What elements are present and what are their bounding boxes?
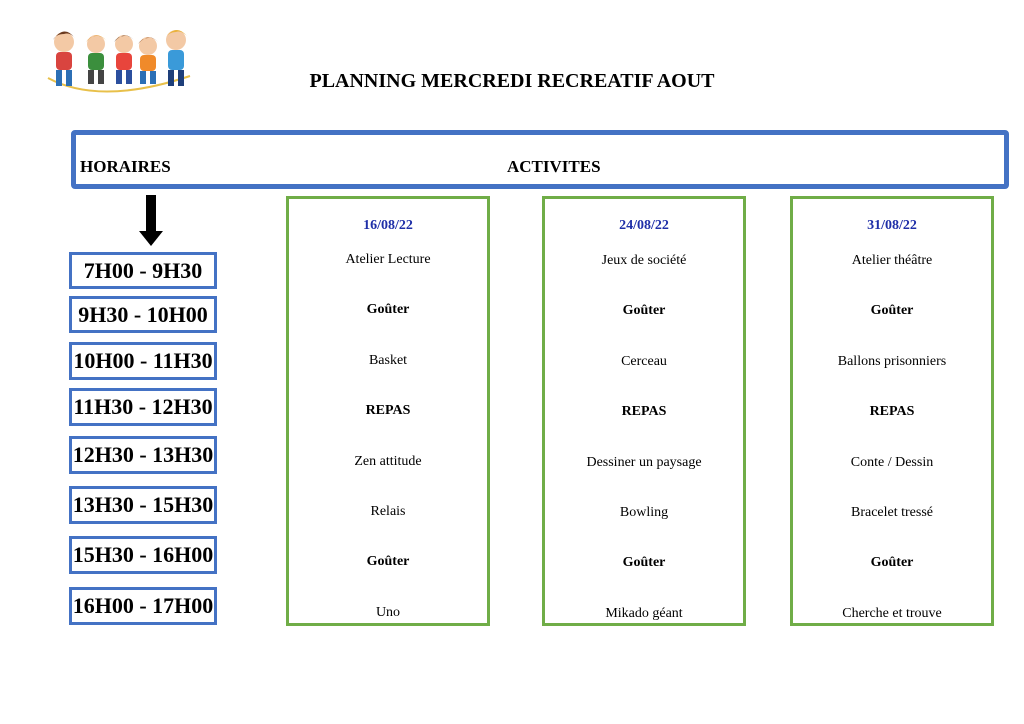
time-slot: 11H30 - 12H30 bbox=[69, 388, 217, 426]
arrow-down-icon bbox=[138, 195, 164, 247]
activity-item: REPAS bbox=[621, 404, 667, 419]
activity-item: Mikado géant bbox=[605, 606, 683, 621]
horaires-heading: HORAIRES bbox=[80, 157, 171, 176]
activity-item: Cherche et trouve bbox=[842, 606, 942, 621]
time-slot: 9H30 - 10H00 bbox=[69, 296, 217, 333]
time-slot: 16H00 - 17H00 bbox=[69, 587, 217, 625]
day-column-2 bbox=[542, 196, 746, 626]
day-column-1 bbox=[286, 196, 490, 626]
time-slot: 10H00 - 11H30 bbox=[69, 342, 217, 380]
day-date: 24/08/22 bbox=[619, 218, 669, 233]
day-date: 31/08/22 bbox=[867, 218, 917, 233]
activity-item: Goûter bbox=[622, 555, 666, 570]
activity-item: Relais bbox=[370, 504, 406, 519]
activity-item: Bowling bbox=[619, 505, 669, 520]
activity-item: REPAS bbox=[365, 403, 411, 418]
activity-item: Goûter bbox=[366, 554, 410, 569]
activity-item: Conte / Dessin bbox=[850, 455, 934, 470]
activity-item: Atelier Lecture bbox=[345, 252, 431, 267]
activity-item: Goûter bbox=[622, 303, 666, 318]
page-title: PLANNING MERCREDI RECREATIF AOUT bbox=[309, 70, 715, 92]
day-date: 16/08/22 bbox=[363, 218, 413, 233]
activity-item: Dessiner un paysage bbox=[586, 455, 702, 470]
activity-item: Atelier théâtre bbox=[851, 253, 933, 268]
activity-item: Cerceau bbox=[621, 354, 667, 369]
activity-item: Basket bbox=[368, 353, 408, 368]
time-slot: 7H00 - 9H30 bbox=[69, 252, 217, 289]
activity-item: Bracelet tressé bbox=[850, 505, 933, 520]
activity-item: Goûter bbox=[870, 303, 914, 318]
day-column-3 bbox=[790, 196, 994, 626]
activity-item: Zen attitude bbox=[354, 454, 422, 469]
time-slot: 15H30 - 16H00 bbox=[69, 536, 217, 574]
activity-item: Goûter bbox=[870, 555, 914, 570]
activity-item: Ballons prisonniers bbox=[837, 354, 947, 369]
activity-item: Goûter bbox=[366, 302, 410, 317]
activity-item: REPAS bbox=[869, 404, 915, 419]
time-slot: 12H30 - 13H30 bbox=[69, 436, 217, 474]
activity-item: Uno bbox=[375, 605, 401, 620]
activites-heading: ACTIVITES bbox=[507, 157, 601, 176]
time-slot: 13H30 - 15H30 bbox=[69, 486, 217, 524]
activity-item: Jeux de société bbox=[601, 253, 687, 268]
